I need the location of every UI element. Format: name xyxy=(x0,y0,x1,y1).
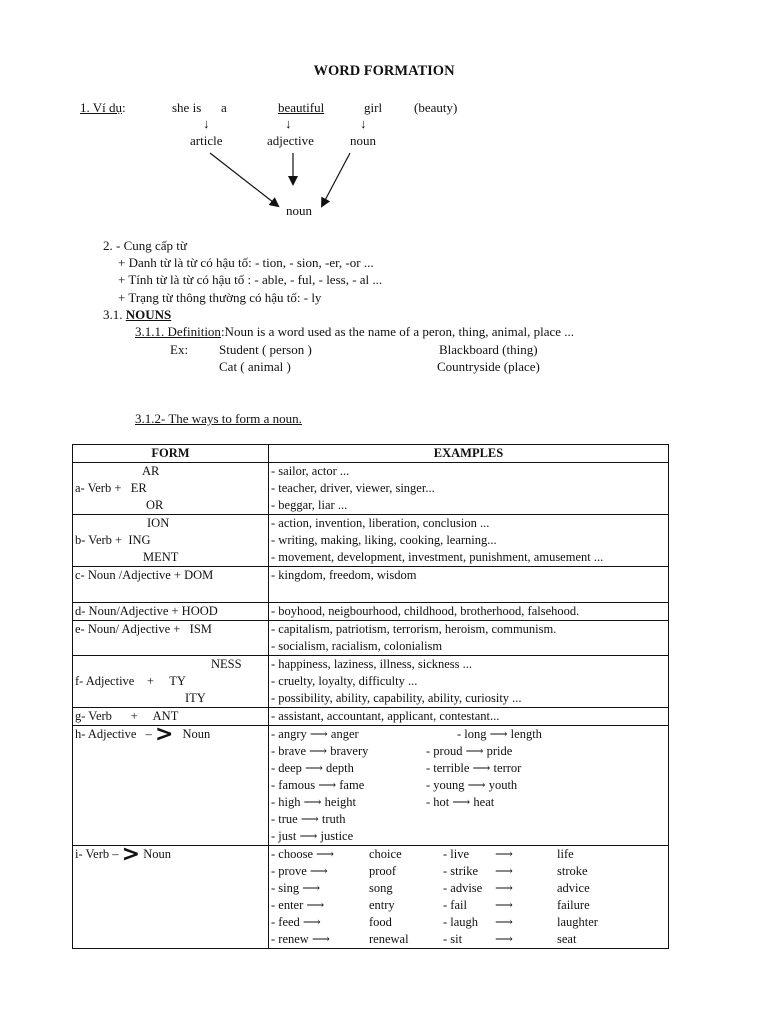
form-cell: h- Adjective – > Noun xyxy=(73,726,269,846)
examples-cell: - assistant, accountant, applicant, contestant... xyxy=(269,708,669,726)
form-cell: AR a- Verb + ER OR xyxy=(73,463,269,515)
section2-line: + Tính từ là từ có hậu tố : - able, - ful, - less, - al ... xyxy=(118,272,383,287)
word-girl: girl xyxy=(364,100,383,115)
example-row: - feed ⟶ food - laugh ⟶ laughter xyxy=(271,915,598,929)
examples-cell: - boyhood, neigbourhood, childhood, brotherhood, falsehood. xyxy=(269,603,669,621)
down-arrow-icon: ↓ xyxy=(285,116,292,131)
word-beauty: (beauty) xyxy=(414,100,458,115)
example-item: Countryside (place) xyxy=(437,359,540,374)
example-pair: - high ⟶ height - hot ⟶ heat xyxy=(271,795,495,809)
example-pair: - famous ⟶ fame - young ⟶ youth xyxy=(271,778,518,792)
example-row: - choose ⟶ choice - live ⟶ life xyxy=(271,847,574,861)
word-a: a xyxy=(221,100,227,115)
table-row xyxy=(73,621,669,656)
table-row-adjective-noun xyxy=(73,726,669,846)
header-form: FORM xyxy=(73,445,269,463)
table-row xyxy=(73,463,669,515)
section2-heading: 2. - Cung cấp từ xyxy=(103,238,187,253)
examples-cell: - happiness, laziness, illness, sickness ... - cruelty, loyalty, difficulty ... - possibility, ability, capability, ability, curiosity ... xyxy=(269,656,669,708)
arrow-icon xyxy=(322,153,350,206)
label-adjective: adjective xyxy=(267,133,314,148)
example-item: Cat ( animal ) xyxy=(219,359,291,374)
example-row: - enter ⟶ entry - fail ⟶ failure xyxy=(271,898,590,912)
example-label: 1. Ví dụ: xyxy=(80,100,126,115)
form-cell: g- Verb + ANT xyxy=(73,708,269,726)
example-pair: - angry ⟶ anger - long ⟶ length xyxy=(271,727,542,741)
examples-cell: - action, invention, liberation, conclusion ... - writing, making, liking, cooking, learning... - movement, development, investment, punishment, amusement ... xyxy=(269,515,669,567)
form-cell: NESS f- Adjective + TY ITY xyxy=(73,656,269,708)
label-noun: noun xyxy=(350,133,376,148)
nouns-heading: 3.1. NOUNS xyxy=(103,307,172,322)
down-arrow-icon: ↓ xyxy=(203,116,210,131)
word-formation-table xyxy=(72,444,669,949)
word-she-is: she is xyxy=(172,100,202,115)
result-noun: noun xyxy=(286,203,312,218)
ways-heading: 3.1.2- The ways to form a noun. xyxy=(135,411,302,426)
example-item: Student ( person ) xyxy=(219,342,312,357)
label-article: article xyxy=(190,133,223,148)
examples-cell xyxy=(269,726,669,846)
definition: 3.1.1. Definition:Noun is a word used as the name of a peron, thing, animal, place ... xyxy=(135,324,575,339)
ex-label: Ex: xyxy=(170,342,189,357)
examples-cell: - capitalism, patriotism, terrorism, heroism, communism. - socialism, racialism, colonialism xyxy=(269,621,669,656)
word-beautiful: beautiful xyxy=(278,100,325,115)
table-row xyxy=(73,567,669,603)
examples-cell xyxy=(269,846,669,949)
example-pair: - deep ⟶ depth - terrible ⟶ terror xyxy=(271,761,522,775)
form-cell: i- Verb – > Noun xyxy=(73,846,269,949)
header-examples: EXAMPLES xyxy=(269,445,669,463)
example-row: - prove ⟶ proof - strike ⟶ stroke xyxy=(271,864,588,878)
section2-line: + Trạng từ thông thường có hậu tố: - ly xyxy=(118,290,322,305)
down-arrow-icon: ↓ xyxy=(360,116,367,131)
examples-cell: - sailor, actor ... - teacher, driver, viewer, singer... - beggar, liar ... xyxy=(269,463,669,515)
section2-line: + Danh từ là từ có hậu tố: - tion, - sion, -er, -or ... xyxy=(118,255,374,270)
chevron-right-icon: > xyxy=(121,842,141,867)
examples-cell: - kingdom, freedom, wisdom xyxy=(269,567,669,603)
example-pair: - true ⟶ truth xyxy=(271,812,346,826)
example-pair: - brave ⟶ bravery - proud ⟶ pride xyxy=(271,744,513,758)
table-row xyxy=(73,603,669,621)
table-row xyxy=(73,656,669,708)
form-cell: e- Noun/ Adjective + ISM xyxy=(73,621,269,656)
table-header-row xyxy=(73,445,669,463)
converging-arrows-icon xyxy=(0,0,768,240)
example-item: Blackboard (thing) xyxy=(439,342,538,357)
example-row: - sing ⟶ song - advise ⟶ advice xyxy=(271,881,590,895)
example-pair: - just ⟶ justice xyxy=(271,829,354,843)
example-row: - renew ⟶ renewal - sit ⟶ seat xyxy=(271,932,577,946)
chevron-right-icon: > xyxy=(154,722,174,747)
arrow-icon xyxy=(210,153,278,206)
form-cell: ION b- Verb + ING MENT xyxy=(73,515,269,567)
table-row-verb-noun xyxy=(73,846,669,949)
table-row xyxy=(73,515,669,567)
page-title: WORD FORMATION xyxy=(313,63,455,79)
form-cell: c- Noun /Adjective + DOM xyxy=(73,567,269,603)
form-cell: d- Noun/Adjective + HOOD xyxy=(73,603,269,621)
